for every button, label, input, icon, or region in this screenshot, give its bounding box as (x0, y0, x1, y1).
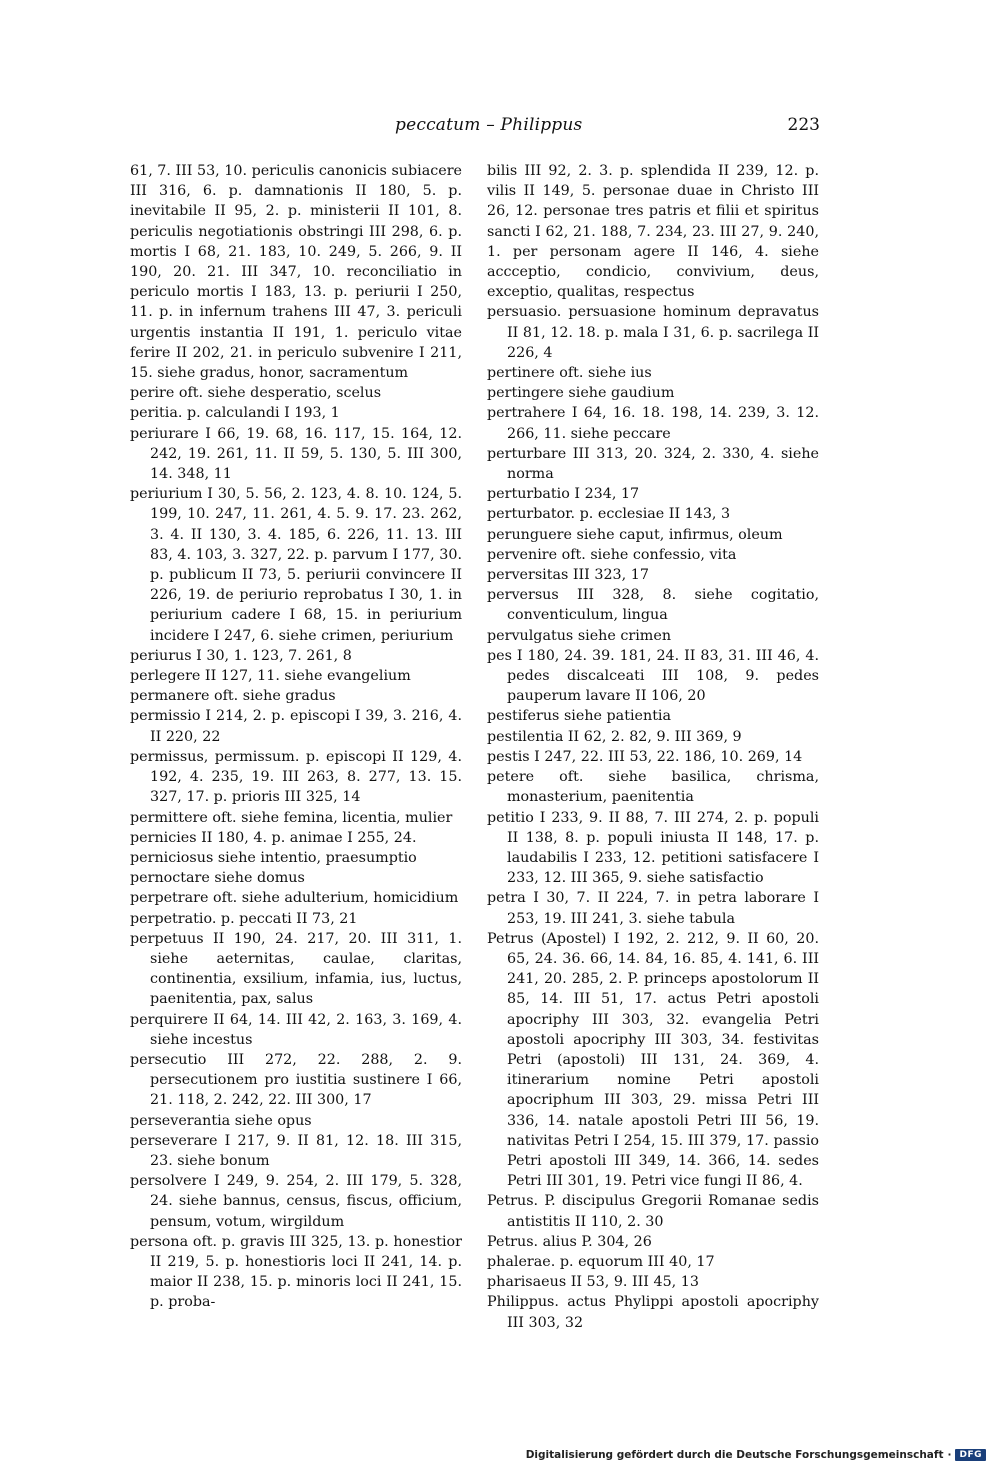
index-entry: perquirere II 64, 14. III 42, 2. 163, 3. 169, 4. siehe incestus (130, 1011, 462, 1048)
index-entry: pernicies II 180, 4. p. animae I 255, 24. (130, 829, 417, 846)
index-entry: persuasio. persuasione hominum depravatus II 81, 12. 18. p. mala I 31, 6. p. sacrilega II 226, 4 (487, 304, 819, 361)
right-column (487, 161, 819, 1333)
index-entry: phalerae. p. equorum III 40, 17 (487, 1253, 715, 1270)
index-entry: Petrus (Apostel) I 192, 2. 212, 9. II 60, 20. 65, 24. 36. 66, 14. 84, 16. 85, 4. 141, 6. III 241, 20. 285, 2. P. princeps apostolorum II 85, 14. III 51, 17. actus Petri apostoli apocriphy III 303, 32. evangelia Petri apostoli apocriphy III 303, 34. festivitas Petri (apostoli) III 131, 24. 369, 4. itinerarium nomine Petri apostoli apocriphum III 303, 29. missa Petri III 336, 14. natale apostoli Petri III 56, 19. nativitas Petri I 254, 15. III 379, 17. passio Petri apostoli III 349, 14. 366, 14. sedes Petri III 301, 19. Petri vice fungi II 86, 4. (487, 930, 819, 1190)
index-entry: perpetratio. p. peccati II 73, 21 (130, 910, 358, 927)
index-entry: pestis I 247, 22. III 53, 22. 186, 10. 269, 14 (487, 748, 803, 765)
index-entry: perturbator. p. ecclesiae II 143, 3 (487, 506, 731, 523)
dfg-logo: DFG (955, 1449, 986, 1461)
index-entry: perturbare III 313, 20. 324, 2. 330, 4. siehe norma (487, 445, 819, 483)
index-entry: periurium I 30, 5. 56, 2. 123, 4. 8. 10. 124, 5. 199, 10. 247, 11. 261, 4. 5. 9. 17. 23. 262, 3. 4. II 130, 3. 4. 185, 6. 226, 11. 13. III 83, 4. 103, 3. 327, 22. p. parvum I 177, 30. p. publicum II 73, 5. periurii convincere II 226, 19. de periurio reprobatus I 30, 1. in periurium cadere I 68, 15. in periurium incidere I 247, 6. siehe crimen, periurium (130, 486, 462, 644)
index-entry: pervenire oft. siehe confessio, vita (487, 546, 737, 563)
index-entry: perseverantia siehe opus (130, 1112, 312, 1129)
index-entry: perpetuus II 190, 24. 217, 20. III 311, 1. siehe aeternitas, caulae, claritas, continentia, exsilium, infamia, ius, luctus, paenitentia, pax, salus (130, 930, 462, 1008)
index-entry: perversitas III 323, 17 (487, 567, 649, 584)
index-entry: perseverare I 217, 9. II 81, 12. 18. III 315, 23. siehe bonum (130, 1132, 462, 1169)
index-entry: petere oft. siehe basilica, chrisma, monasterium, paenitentia (487, 769, 819, 806)
index-entry: persona oft. p. gravis III 325, 13. p. honestior II 219, 5. p. honestioris loci II 241, 14. p. maior II 238, 15. p. minoris loci II 241, 15. p. proba- (130, 1233, 462, 1311)
index-entry: bilis III 92, 2. 3. p. splendida II 239, 12. p. vilis II 149, 5. personae duae in Christo III 26, 12. personae tres patris et filii et spiritus sancti I 62, 21. 188, 7. 234, 23. III 27, 9. 240, 1. per personam agere II 146, 4. siehe accceptio, condicio, convivium, deus, exceptio, qualitas, respectus (487, 163, 819, 301)
index-entry: permissio I 214, 2. p. episcopi I 39, 3. 216, 4. II 220, 22 (130, 708, 462, 745)
index-entry: 61, 7. III 53, 10. periculis canonicis subiacere III 316, 6. p. damnationis II 180, 5. p. inevitabile II 95, 2. p. ministerii II 101, 8. periculis negotiationis obstringi III 298, 6. p. mortis I 68, 21. 183, 10. 249, 5. 266, 9. II 190, 20. 21. III 347, 10. reconciliatio in periculo mortis I 183, 13. p. periurii I 250, 11. p. in infernum trahens III 47, 3. periculi urgentis instantia II 191, 1. periculo vitae ferire II 202, 21. in periculo subvenire I 211, 15. siehe gradus, honor, sacramentum (130, 163, 462, 382)
index-entry: perunguere siehe caput, infirmus, oleum (487, 526, 783, 543)
index-entry: pestiferus siehe patientia (487, 708, 672, 725)
index-entry: pertingere siehe gaudium (487, 385, 675, 402)
index-entry: petitio I 233, 9. II 88, 7. III 274, 2. p. populi II 138, 8. p. populi iniusta II 148, 17. p. laudabilis I 233, 12. petitioni satisfacere I 233, 12. III 365, 9. siehe satisfactio (487, 809, 819, 887)
index-entry: perversus III 328, 8. siehe cogitatio, conventiculum, lingua (487, 587, 819, 624)
index-entry: pes I 180, 24. 39. 181, 24. II 83, 31. III 46, 4. pedes discalceati III 108, 9. pedes pauperum lavare II 106, 20 (487, 647, 819, 705)
left-column (130, 161, 462, 1313)
index-entry: pervulgatus siehe crimen (487, 627, 672, 644)
index-entry: pertinere oft. siehe ius (487, 365, 652, 382)
index-entry: periurare I 66, 19. 68, 16. 117, 15. 164, 12. 242, 19. 261, 11. II 59, 5. 130, 5. III 300, 14. 348, 11 (130, 425, 462, 483)
index-entry: periurus I 30, 1. 123, 7. 261, 8 (130, 647, 352, 664)
index-entry: peritia. p. calculandi I 193, 1 (130, 405, 340, 422)
index-entry: Philippus. actus Phylippi apostoli apocriphy III 303, 32 (487, 1294, 819, 1331)
credit-text: Digitalisierung gefördert durch die Deutsche Forschungsgemeinschaft (525, 1449, 944, 1461)
index-entry: permissus, permissum. p. episcopi II 129, 4. 192, 4. 235, 19. III 263, 8. 277, 13. 15. 327, 17. p. prioris III 325, 14 (130, 748, 462, 806)
index-entry: perlegere II 127, 11. siehe evangelium (130, 668, 411, 685)
index-entry: persolvere I 249, 9. 254, 2. III 179, 5. 328, 24. siehe bannus, census, fiscus, officium, pensum, votum, wirgildum (130, 1173, 462, 1230)
page-number: 223 (787, 115, 820, 135)
index-entry: permanere oft. siehe gradus (130, 688, 336, 705)
index-entry: pertrahere I 64, 16. 18. 198, 14. 239, 3. 12. 266, 11. siehe peccare (487, 405, 819, 442)
running-head: peccatum – Philippus (395, 115, 583, 135)
index-entry: pernoctare siehe domus (130, 870, 305, 887)
index-entry: perturbatio I 234, 17 (487, 486, 640, 503)
index-entry: Petrus. P. discipulus Gregorii Romanae sedis antistitis II 110, 2. 30 (487, 1193, 819, 1230)
index-entry: Petrus. alius P. 304, 26 (487, 1233, 652, 1250)
index-entry: perire oft. siehe desperatio, scelus (130, 385, 382, 402)
index-entry: persecutio III 272, 22. 288, 2. 9. persecutionem pro iustitia sustinere I 66, 21. 118, 2. 242, 22. III 300, 17 (130, 1051, 462, 1109)
index-entry: petra I 30, 7. II 224, 7. in petra laborare I 253, 19. III 241, 3. siehe tabula (487, 890, 819, 927)
index-entry: pharisaeus II 53, 9. III 45, 13 (487, 1274, 699, 1291)
index-entry: perpetrare oft. siehe adulterium, homicidium (130, 890, 459, 907)
index-entry: pestilentia II 62, 2. 82, 9. III 369, 9 (487, 728, 742, 745)
digitization-credit (526, 1449, 986, 1461)
credit-separator: · (947, 1449, 952, 1461)
index-entry: permittere oft. siehe femina, licentia, mulier (130, 809, 453, 826)
index-entry: perniciosus siehe intentio, praesumptio (130, 849, 417, 866)
